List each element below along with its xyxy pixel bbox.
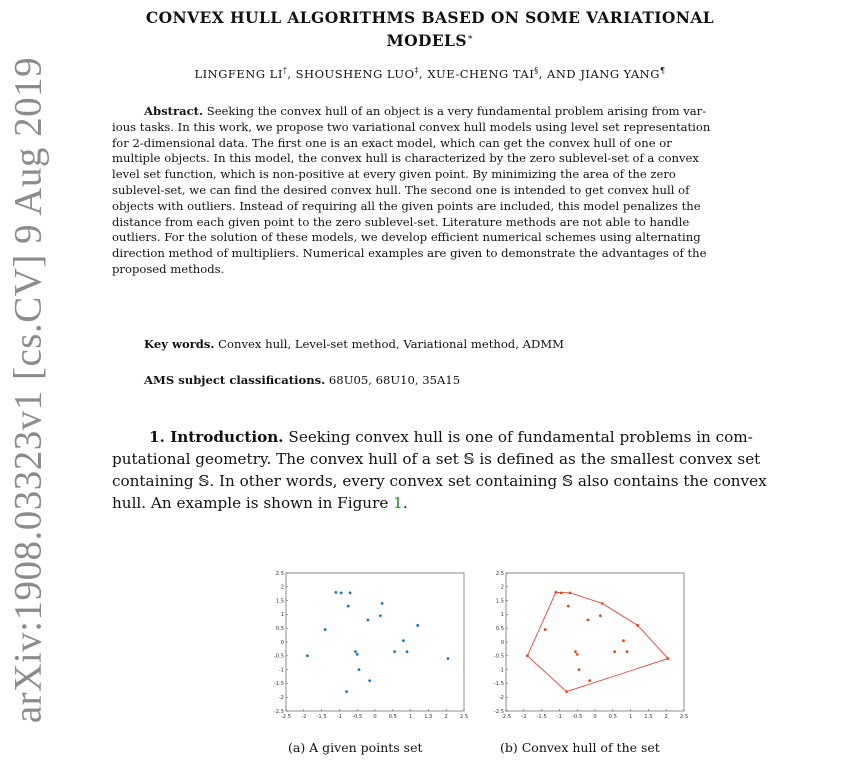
abstract-line	[112, 230, 822, 246]
x-tick-label: 1	[628, 714, 633, 720]
data-point	[447, 657, 450, 660]
x-tick-label: 2	[664, 714, 668, 720]
x-tick-label: -0.5	[352, 714, 363, 720]
intro-line	[112, 426, 832, 448]
x-tick-label: 0	[373, 714, 377, 720]
abstract-line-text: distance from each given point to the zero sublevel-set. Literature methods are not able to handle	[112, 214, 690, 229]
y-tick-label: 2.5	[495, 570, 504, 577]
paper-title-line-1: CONVEX HULL ALGORITHMS BASED ON SOME VARIATIONAL	[145, 8, 715, 27]
x-tick-label: 2.5	[459, 714, 469, 720]
data-point	[368, 679, 371, 682]
y-tick-label: 1.5	[495, 598, 504, 605]
y-tick-label: 0	[500, 639, 504, 646]
y-tick-label: 1.5	[275, 598, 284, 605]
data-point	[554, 591, 557, 594]
ams-label: AMS subject classifications.	[144, 373, 326, 387]
author-affiliation-mark: ‡	[414, 66, 420, 75]
ams-text: 68U05, 68U10, 35A15	[325, 373, 461, 387]
abstract-line	[112, 199, 822, 215]
data-point	[334, 591, 337, 594]
data-point	[560, 591, 563, 594]
y-tick-label: 0	[280, 639, 284, 646]
introduction-section	[112, 426, 832, 514]
data-point	[574, 650, 577, 653]
author-affiliation-mark: ¶	[659, 66, 666, 75]
title-footnote-mark: ∗	[466, 33, 474, 43]
intro-line	[112, 448, 832, 470]
author-name: LINGFENG LI	[194, 66, 283, 81]
abstract-line-text: proposed methods.	[112, 261, 225, 276]
y-tick-label: -2.5	[493, 708, 504, 715]
data-point	[416, 624, 419, 627]
figure-a-scatter-plot	[268, 565, 472, 725]
y-tick-label: 0.5	[275, 626, 284, 632]
intro-line-text: Seeking convex hull is one of fundamental problems in com-	[283, 428, 753, 446]
arxiv-identifier-text: arXiv:1908.03323v1 [cs.CV] 9 Aug 2019	[6, 56, 50, 724]
figure-a-caption: (a) A given points set	[288, 740, 423, 755]
intro-line-text: containing 𝕊. In other words, every convex set containing 𝕊 also contains the convex	[112, 472, 767, 490]
x-tick-label: -1.5	[316, 714, 327, 720]
ams-classifications	[144, 373, 460, 387]
y-tick-label: -0.5	[493, 653, 504, 660]
section-heading: 1. Introduction.	[149, 428, 284, 446]
author-affiliation-mark: †	[282, 66, 288, 75]
x-tick-label: -2	[521, 714, 527, 720]
y-tick-label: 1	[280, 612, 284, 619]
data-point	[356, 653, 359, 656]
intro-line-text: hull. An example is shown in Figure	[112, 494, 394, 512]
data-point	[588, 679, 591, 682]
data-point	[622, 639, 625, 642]
data-point	[636, 624, 639, 627]
paper-title-line-2	[100, 28, 760, 51]
abstract-line-text: level set function, which is non-positive at every given point. By minimizing the area of the zero	[112, 167, 676, 182]
abstract-line	[112, 215, 822, 231]
y-tick-label: 2.5	[275, 570, 284, 577]
arxiv-identifier-stamp	[0, 0, 58, 780]
keywords-text: Convex hull, Level-set method, Variational method, ADMM	[214, 337, 564, 351]
data-point	[306, 654, 309, 657]
y-tick-label: 2	[500, 584, 504, 591]
x-tick-label: 0	[593, 714, 597, 720]
x-tick-label: 2.5	[679, 714, 689, 720]
figure-reference-link[interactable]: 1	[393, 494, 403, 512]
data-point	[354, 650, 357, 653]
data-point	[599, 614, 602, 617]
abstract-line	[112, 246, 822, 262]
x-tick-label: 1.5	[644, 714, 653, 720]
y-tick-label: -0.5	[273, 653, 284, 660]
y-tick-label: 2	[280, 584, 284, 591]
data-point	[567, 605, 570, 608]
author-name: JIANG YANG	[580, 66, 660, 81]
data-point	[347, 605, 350, 608]
data-point	[406, 650, 409, 653]
y-tick-label: -2	[278, 695, 284, 701]
intro-line-text: .	[402, 494, 408, 512]
abstract-line-text: sublevel-set, we can find the desired convex hull. The second one is intended to get convex hull of	[112, 182, 690, 197]
keywords-label: Key words.	[144, 337, 215, 351]
data-point	[626, 650, 629, 653]
data-point	[601, 602, 604, 605]
data-point	[340, 591, 343, 594]
author-separator: , AND	[538, 66, 581, 81]
author-name: XUE-CHENG TAI	[427, 66, 535, 81]
paper-title-line-2-text: MODELS	[386, 31, 467, 51]
abstract-line	[112, 167, 822, 183]
data-point	[366, 619, 369, 622]
data-point	[544, 628, 547, 631]
abstract-line-text: multiple objects. In this model, the convex hull is characterized by the zero sublevel-set of a convex	[112, 151, 699, 166]
abstract-line	[112, 120, 822, 136]
data-point	[349, 591, 352, 594]
abstract-line	[112, 136, 822, 152]
abstract-line-text: ious tasks. In this work, we propose two variational convex hull models using level set representation	[112, 119, 711, 134]
abstract	[112, 104, 822, 278]
author-name: SHOUSHENG LUO	[295, 66, 415, 81]
author-separator: ,	[287, 66, 296, 81]
y-tick-label: -1.5	[273, 681, 284, 688]
data-point	[576, 653, 579, 656]
x-tick-label: -1.5	[536, 714, 547, 720]
author-separator: ,	[419, 66, 428, 81]
data-point	[526, 654, 529, 657]
data-point	[569, 591, 572, 594]
author-affiliation-mark: §	[534, 66, 539, 75]
plot-frame	[506, 573, 684, 711]
x-tick-label: -2.5	[500, 714, 512, 720]
abstract-line	[112, 183, 822, 199]
y-tick-label: -2	[498, 695, 504, 701]
data-point	[586, 619, 589, 622]
data-point	[393, 650, 396, 653]
y-tick-label: 0.5	[495, 626, 504, 632]
abstract-line	[112, 151, 822, 167]
x-tick-label: 0.5	[608, 714, 617, 720]
abstract-label: Abstract.	[144, 104, 204, 118]
x-tick-label: -1	[336, 714, 342, 720]
data-point	[345, 690, 348, 693]
abstract-line-text: Seeking the convex hull of an object is a very fundamental problem arising from var-	[203, 104, 707, 118]
figure-b-caption: (b) Convex hull of the set	[500, 740, 660, 755]
intro-line	[112, 492, 832, 514]
data-point	[402, 639, 405, 642]
intro-line	[112, 470, 832, 492]
abstract-line-text: objects with outliers. Instead of requiring all the given points are included, this model penalizes the	[112, 198, 701, 213]
intro-line-text: putational geometry. The convex hull of a set 𝕊 is defined as the smallest convex set	[112, 450, 761, 468]
x-tick-label: -2.5	[280, 714, 292, 720]
x-tick-label: -0.5	[572, 714, 583, 720]
y-tick-label: -2.5	[273, 708, 284, 715]
y-tick-label: -1	[498, 667, 504, 674]
x-tick-label: 2	[444, 714, 448, 720]
figure-b-convex-hull-plot	[488, 565, 692, 725]
data-point	[613, 650, 616, 653]
data-point	[578, 668, 581, 671]
author-list	[100, 66, 760, 81]
x-tick-label: 1.5	[424, 714, 433, 720]
abstract-line	[112, 262, 822, 278]
x-tick-label: 0.5	[388, 714, 397, 720]
abstract-line-text: outliers. For the solution of these models, we develop efficient numerical schemes using alternating	[112, 230, 701, 245]
data-point	[379, 614, 382, 617]
data-point	[381, 602, 384, 605]
data-point	[324, 628, 327, 631]
keywords	[144, 337, 564, 351]
y-tick-label: -1	[278, 667, 284, 674]
data-point	[565, 690, 568, 693]
x-tick-label: 1	[408, 714, 413, 720]
data-point	[358, 668, 361, 671]
plot-frame	[286, 573, 464, 711]
abstract-line-text: direction method of multipliers. Numerical examples are given to demonstrate the advantages of the	[112, 246, 707, 261]
y-tick-label: 1	[500, 612, 504, 619]
data-point	[667, 657, 670, 660]
abstract-line	[112, 104, 822, 120]
x-tick-label: -1	[556, 714, 562, 720]
x-tick-label: -2	[301, 714, 307, 720]
abstract-line-text: for 2-dimensional data. The first one is an exact model, which can get the convex hull of one or	[112, 135, 672, 150]
y-tick-label: -1.5	[493, 681, 504, 688]
